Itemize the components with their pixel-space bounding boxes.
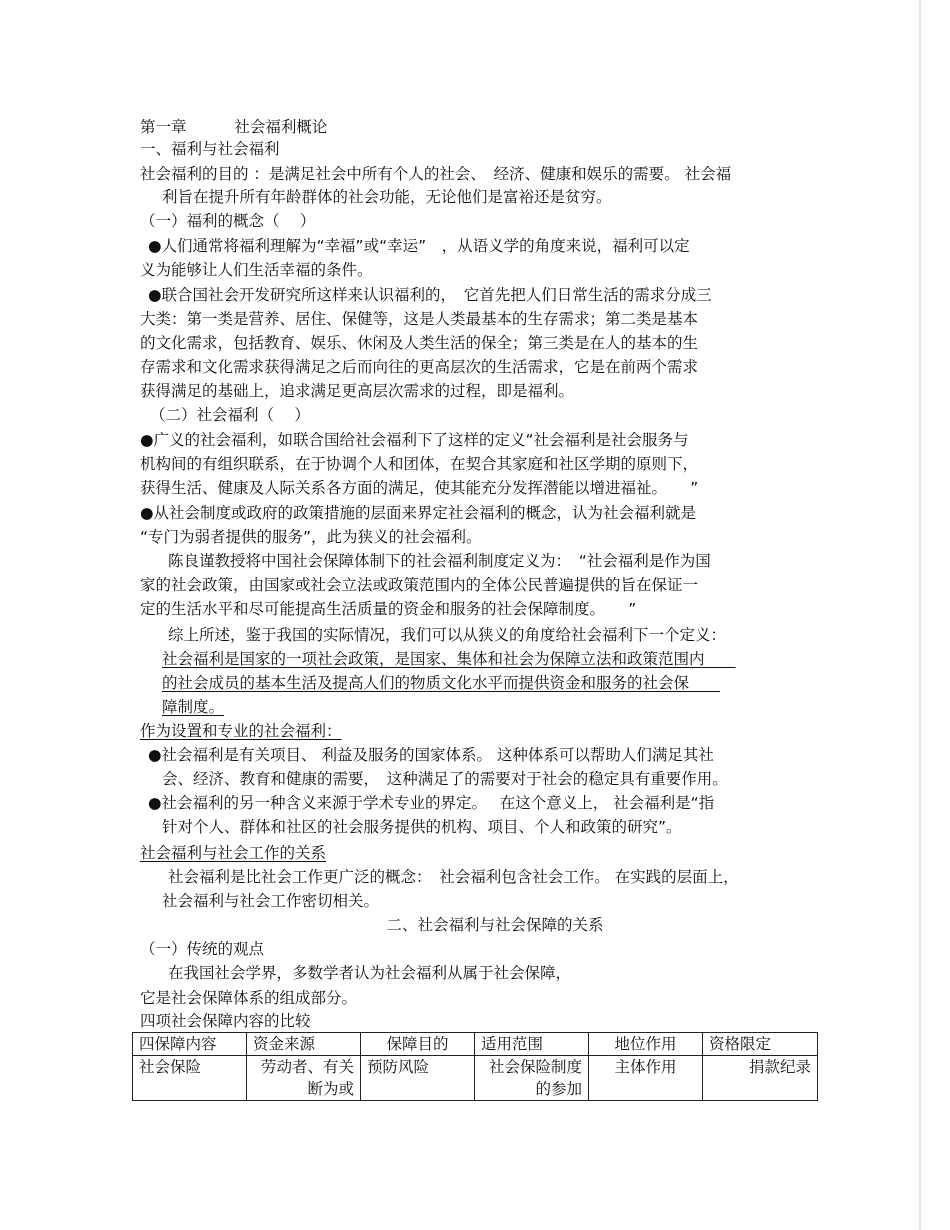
concept-heading: （一）福利的概念（ ） — [140, 212, 316, 230]
concept-p2-line: 存需求和文化需求获得满足之后而向往的更高层次的生活需求，它是在前两个需求 — [140, 358, 699, 376]
table-header-cell: 适用范围 — [475, 1033, 589, 1056]
broad-line: 机构间的有组织联系，在于协调个人和团体，在契合其家庭和社区学期的原则下， — [140, 455, 699, 473]
summary-definition-line: 障制度。 — [162, 698, 225, 716]
table-title: 四项社会保障内容的比较 — [140, 1012, 311, 1030]
table-cell: 捐款纪录 — [703, 1056, 818, 1101]
table-header-cell: 保障目的 — [361, 1033, 475, 1056]
concept-p2-line: 的文化需求，包括教育、娱乐、休闲及人类生活的保全；第三类是在人的基本的生 — [140, 334, 699, 352]
comparison-table — [132, 1032, 818, 1101]
table-cell: 社会保险制度的参加 — [475, 1056, 589, 1101]
field-b1-line: ●社会福利是有关项目、 利益及服务的国家体系。 这种体系可以帮助人们满足其社 — [148, 746, 714, 764]
chapter-label: 第一章 — [140, 118, 187, 136]
concept-p1-line: 义为能够让人们生活幸福的条件。 — [140, 261, 373, 279]
section-heading-2: 二、社会福利与社会保障的关系 — [386, 916, 604, 934]
page-edge — [919, 0, 921, 1230]
chen-line: 陈良谨教授将中国社会保障体制下的社会福利制度定义为： “社会福利是作为国 — [168, 552, 711, 570]
summary-definition-line: 的社会成员的基本生活及提高人们的物质文化水平而提供资金和服务的社会保 — [162, 674, 721, 692]
table-cell: 劳动者、有关断为或 — [247, 1056, 361, 1101]
traditional-view-line: 它是社会保障体系的组成部分。 — [140, 989, 358, 1007]
narrow-line: “专门为弱者提供的服务”，此为狭义的社会福利。 — [140, 528, 482, 546]
traditional-view-heading: （一）传统的观点 — [140, 940, 265, 958]
purpose-line-2: 利旨在提升所有年龄群体的社会功能，无论他们是富裕还是贫穷。 — [162, 188, 612, 206]
table-header-cell: 地位作用 — [589, 1033, 703, 1056]
table-header-cell: 资金来源 — [247, 1033, 361, 1056]
summary-definition-line: 社会福利是国家的一项社会政策，是国家、集体和社会为保障立法和政策范围内 — [162, 650, 736, 668]
concept-p2-line: 大类：第一类是营养、居住、保健等，这是人类最基本的生存需求；第二类是基本 — [140, 310, 699, 328]
relation-heading: 社会福利与社会工作的关系 — [140, 844, 327, 862]
table-cell: 主体作用 — [589, 1056, 703, 1101]
concept-p1-line: ●人们通常将福利理解为“幸福”或“幸运” ，从语义学的角度来说，福利可以定 — [148, 237, 690, 255]
chapter-heading — [140, 116, 327, 138]
table-cell: 社会保险 — [133, 1056, 247, 1101]
concept-p2-line: ●联合国社会开发研究所这样来认识福利的， 它首先把人们日常生活的需求分成三 — [148, 286, 712, 304]
section-heading-1: 一、福利与社会福利 — [140, 140, 280, 158]
concept-p2-line: 获得满足的基础上，追求满足更高层次需求的过程，即是福利。 — [140, 382, 575, 400]
table-cell: 预防风险 — [361, 1056, 475, 1101]
narrow-line: ●从社会制度或政府的政策措施的层面来界定社会福利的概念，认为社会福利就是 — [140, 504, 697, 522]
field-heading: 作为设置和专业的社会福利： — [140, 722, 342, 740]
relation-line: 社会福利与社会工作密切相关。 — [162, 892, 380, 910]
purpose-line-1: 社会福利的目的 ：是满足社会中所有个人的社会、 经济、健康和娱乐的需要。 社会福 — [140, 165, 732, 183]
table-header-cell: 四保障内容 — [133, 1033, 247, 1056]
table-header-row — [133, 1033, 818, 1056]
traditional-view-line: 在我国社会学界，多数学者认为社会福利从属于社会保障， — [168, 964, 572, 982]
table-row — [133, 1056, 818, 1101]
summary-intro: 综上所述，鉴于我国的实际情况，我们可以从狭义的角度给社会福利下一个定义： — [168, 626, 727, 644]
broad-line: ●广义的社会福利，如联合国给社会福利下了这样的定义“社会福利是社会服务与 — [140, 431, 689, 449]
table-header-cell: 资格限定 — [703, 1033, 818, 1056]
chen-line: 定的生活水平和尽可能提高生活质量的资金和服务的社会保障制度。 ” — [140, 600, 637, 618]
welfare-heading: （二）社会福利（ ） — [150, 406, 310, 424]
relation-line: 社会福利是比社会工作更广泛的概念： 社会福利包含社会工作。 在实践的层面上， — [168, 868, 739, 886]
chen-line: 家的社会政策，由国家或社会立法或政策范围内的全体公民普遍提供的旨在保证一 — [140, 576, 699, 594]
broad-line: 获得生活、健康及人际关系各方面的满足，使其能充分发挥潜能以增进福祉。 ” — [140, 479, 699, 497]
field-b2-line: 针对个人、群体和社区的社会服务提供的机构、项目、个人和政策的研究”。 — [162, 818, 682, 836]
field-b1-line: 会、经济、教育和健康的需要， 这种满足了的需要对于社会的稳定具有重要作用。 — [162, 770, 728, 788]
chapter-title: 社会福利概论 — [234, 118, 328, 136]
field-b2-line: ●社会福利的另一种含义来源于学术专业的界定。 在这个意义上， 社会福利是“指 — [148, 794, 715, 812]
